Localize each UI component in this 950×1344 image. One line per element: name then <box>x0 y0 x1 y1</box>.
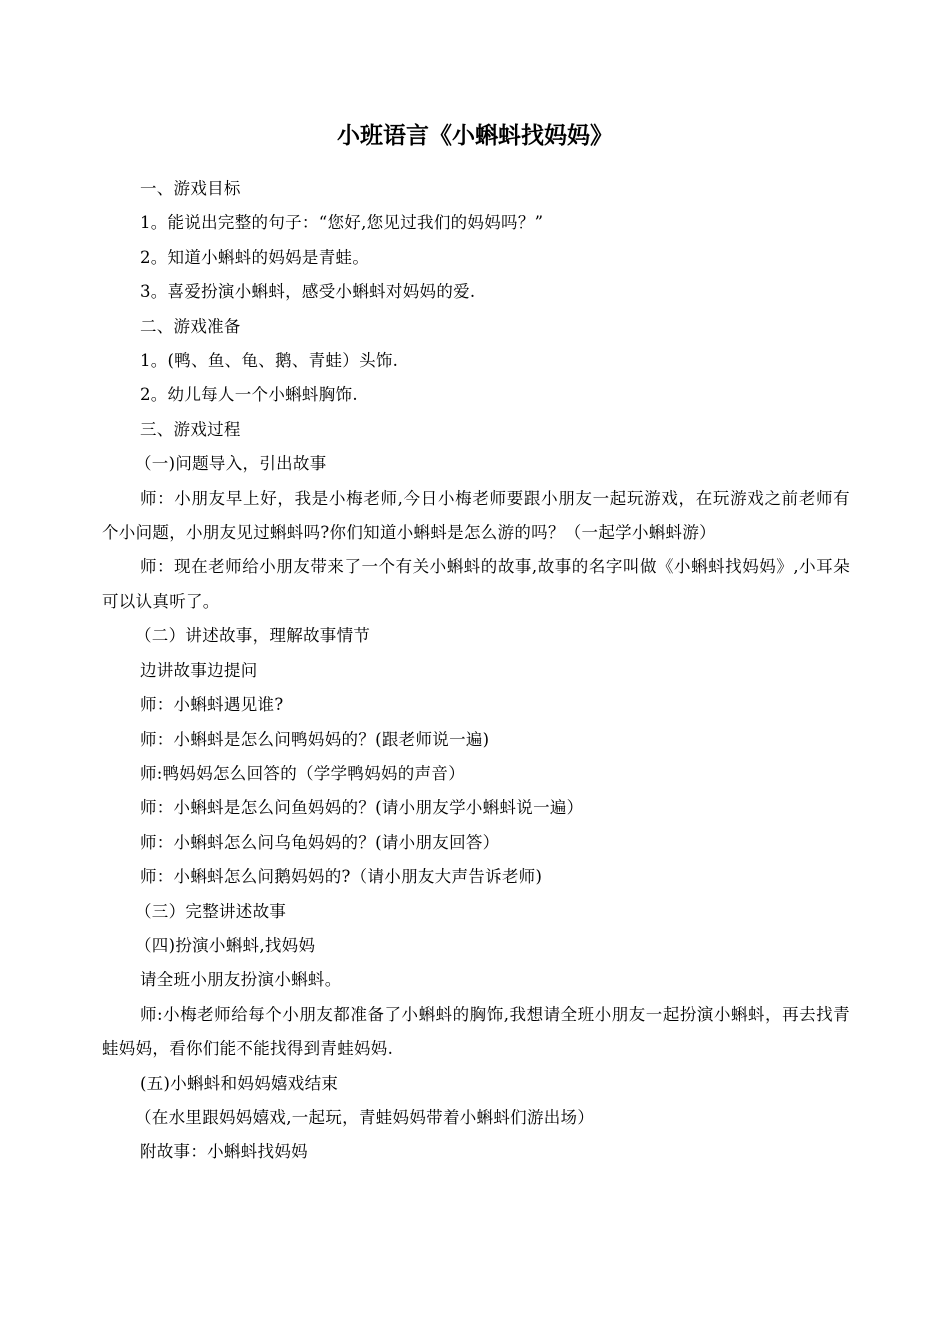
subsection-heading: （四)扮演小蝌蚪,找妈妈 <box>135 935 316 955</box>
paragraph: 师：小蝌蚪怎么问乌龟妈妈的？(请小朋友回答） <box>139 832 500 852</box>
paragraph: （在水里跟妈妈嬉戏,一起玩，青蛙妈妈带着小蝌蚪们游出场） <box>135 1107 595 1127</box>
paragraph: 师:小梅老师给每个小朋友都准备了小蝌蚪的胸饰,我想请全班小朋友一起扮演小蝌蚪，再去找青蛙妈妈，看你们能不能找得到青蛙妈妈. <box>102 1004 850 1059</box>
paragraph: 师：小蝌蚪是怎么问鸭妈妈的？(跟老师说一遍) <box>139 729 490 749</box>
subsection-heading: (五)小蝌蚪和妈妈嬉戏结束 <box>139 1073 339 1093</box>
paragraph: 师：小朋友早上好，我是小梅老师,今日小梅老师要跟小朋友一起玩游戏，在玩游戏之前老师有个小问题，小朋友见过蝌蚪吗?你们知道小蝌蚪是怎么游的吗？（一起学小蝌蚪游） <box>102 488 850 543</box>
paragraph: 附故事：小蝌蚪找妈妈 <box>139 1142 308 1162</box>
document-title: 小班语言《小蝌蚪找妈妈》 <box>337 123 613 149</box>
list-item: 3。喜爱扮演小蝌蚪，感受小蝌蚪对妈妈的爱. <box>139 282 476 302</box>
list-item: 2。知道小蝌蚪的妈妈是青蛙。 <box>139 247 370 267</box>
paragraph: 边讲故事边提问 <box>139 660 258 680</box>
section-heading: 二、游戏准备 <box>139 316 241 336</box>
section-heading: 三、游戏过程 <box>139 419 241 439</box>
document-body <box>102 172 850 1170</box>
paragraph: 师：小蝌蚪怎么问鹅妈妈的?（请小朋友大声告诉老师) <box>139 867 543 887</box>
list-item: 1。能说出完整的句子：“您好,您见过我们的妈妈吗？” <box>139 213 544 233</box>
section-heading: 一、游戏目标 <box>139 179 241 198</box>
subsection-heading: （一)问题导入，引出故事 <box>135 454 327 474</box>
paragraph: 请全班小朋友扮演小蝌蚪。 <box>139 970 342 990</box>
subsection-heading: （二）讲述故事，理解故事情节 <box>135 626 371 646</box>
paragraph: 师:鸭妈妈怎么回答的（学学鸭妈妈的声音） <box>139 763 465 783</box>
subsection-heading: （三）完整讲述故事 <box>135 901 287 921</box>
paragraph: 师：小蝌蚪是怎么问鱼妈妈的？(请小朋友学小蝌蚪说一遍） <box>139 798 584 818</box>
paragraph: 师：现在老师给小朋友带来了一个有关小蝌蚪的故事,故事的名字叫做《小蝌蚪找妈妈》,小耳朵可以认真听了。 <box>102 557 850 611</box>
list-item: 2。幼儿每人一个小蝌蚪胸饰. <box>139 385 358 405</box>
list-item: 1。(鸭、鱼、龟、鹅、青蛙）头饰. <box>139 351 399 371</box>
paragraph: 师：小蝌蚪遇见谁? <box>139 695 284 715</box>
